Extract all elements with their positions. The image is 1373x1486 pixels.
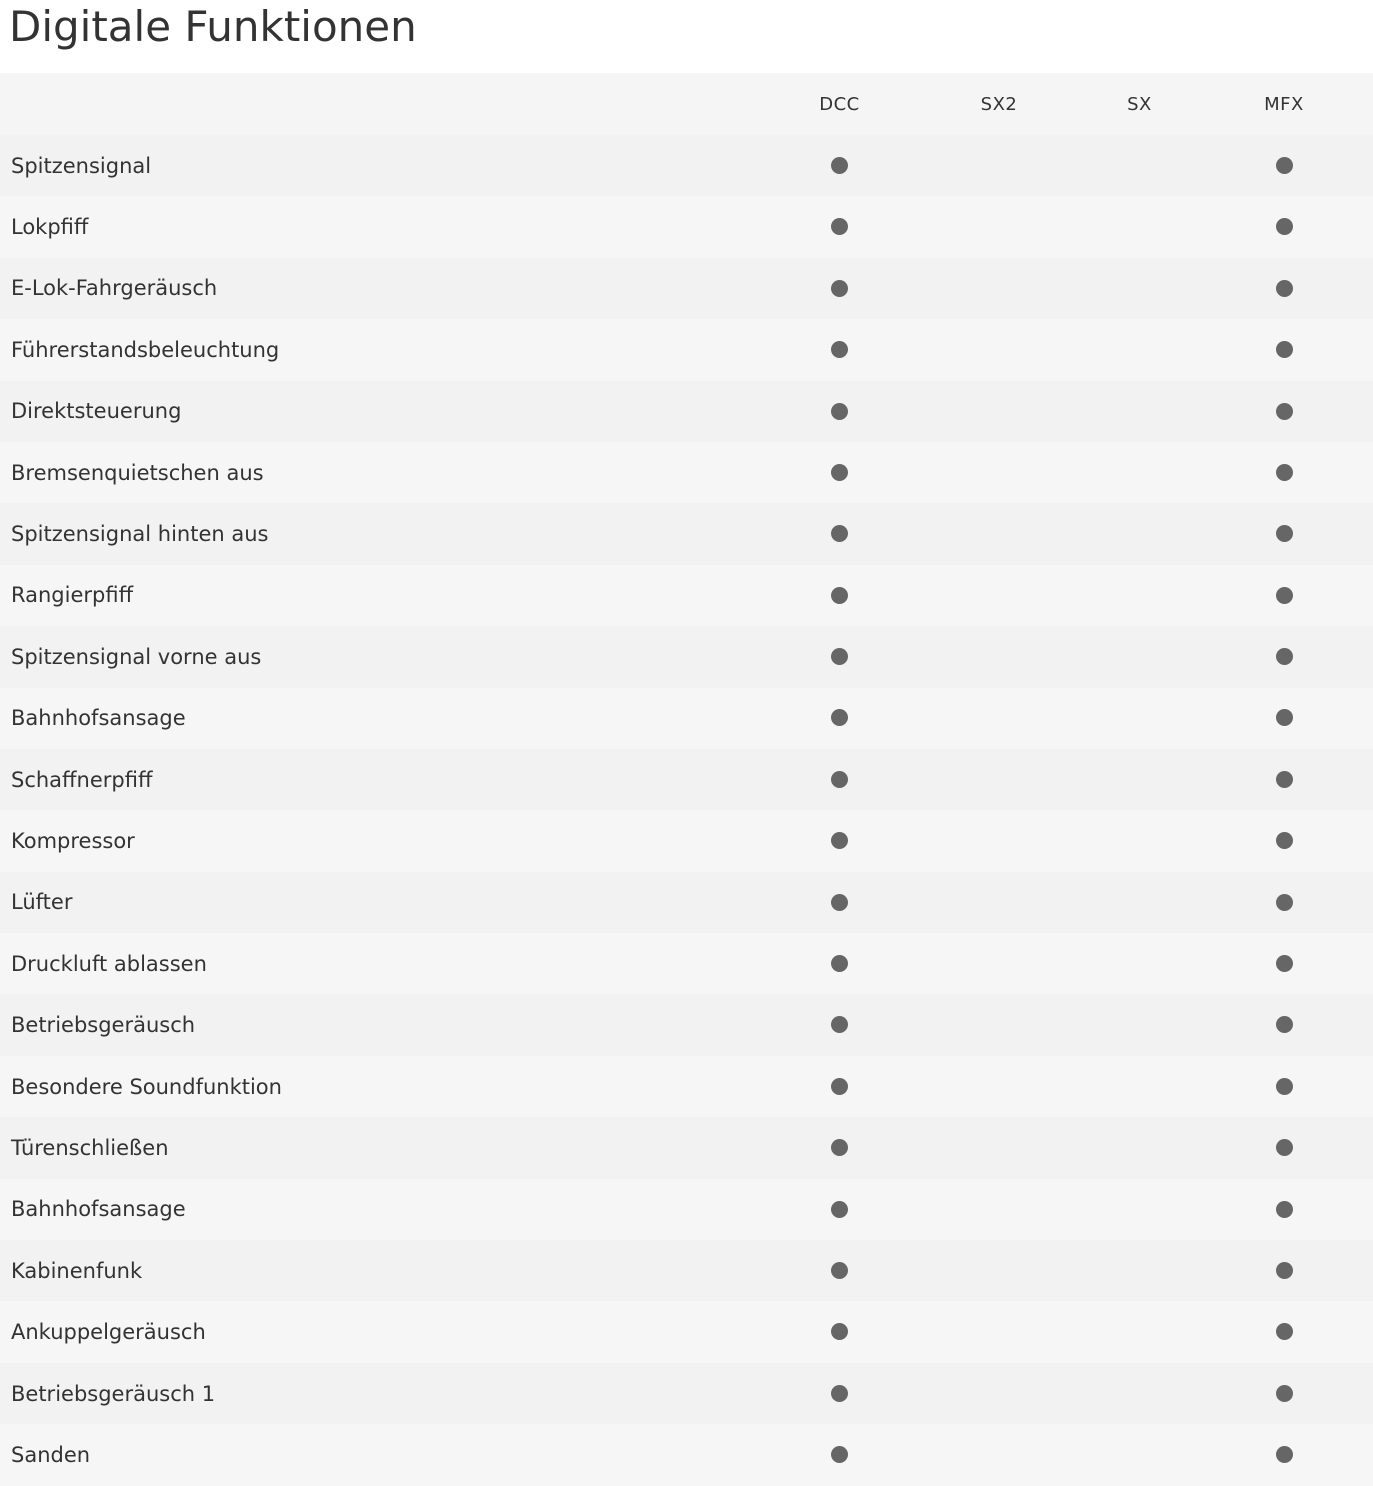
support-cell-sx2	[914, 1056, 1084, 1117]
supported-dot-icon	[831, 525, 848, 542]
support-cell-dcc	[765, 933, 914, 994]
support-cell-dcc	[765, 1301, 914, 1362]
supported-dot-icon	[1276, 341, 1293, 358]
digital-functions-table	[0, 73, 1373, 1486]
table-row	[0, 626, 1373, 687]
supported-dot-icon	[1276, 280, 1293, 297]
support-cell-sx2	[914, 503, 1084, 564]
supported-dot-icon	[1276, 1139, 1293, 1156]
supported-dot-icon	[1276, 218, 1293, 235]
support-cell-dcc	[765, 994, 914, 1055]
supported-dot-icon	[831, 341, 848, 358]
supported-dot-icon	[831, 955, 848, 972]
support-cell-sx	[1084, 196, 1195, 257]
support-cell-dcc	[765, 196, 914, 257]
support-cell-mfx	[1195, 381, 1373, 442]
support-cell-sx2	[914, 1301, 1084, 1362]
support-cell-mfx	[1195, 688, 1373, 749]
function-name: Direktsteuerung	[11, 399, 182, 424]
support-cell-sx	[1084, 442, 1195, 503]
support-cell-dcc	[765, 381, 914, 442]
support-cell-sx2	[914, 258, 1084, 319]
support-cell-sx	[1084, 810, 1195, 871]
supported-dot-icon	[831, 1139, 848, 1156]
function-name: Betriebsgeräusch 1	[11, 1381, 216, 1406]
support-cell-sx2	[914, 872, 1084, 933]
table-row	[0, 872, 1373, 933]
function-name: Bahnhofsansage	[11, 1197, 186, 1222]
supported-dot-icon	[831, 832, 848, 849]
table-row	[0, 1301, 1373, 1362]
support-cell-sx	[1084, 1240, 1195, 1301]
header-mfx: MFX	[1264, 93, 1304, 115]
table-row	[0, 1363, 1373, 1424]
support-cell-sx2	[914, 994, 1084, 1055]
supported-dot-icon	[831, 1385, 848, 1402]
support-cell-mfx	[1195, 810, 1373, 871]
support-cell-sx2	[914, 749, 1084, 810]
supported-dot-icon	[831, 1201, 848, 1218]
supported-dot-icon	[831, 403, 848, 420]
support-cell-sx2	[914, 381, 1084, 442]
supported-dot-icon	[1276, 1078, 1293, 1095]
support-cell-dcc	[765, 1117, 914, 1178]
table-row	[0, 810, 1373, 871]
function-name: Ankuppelgeräusch	[11, 1320, 206, 1345]
table-row	[0, 994, 1373, 1055]
supported-dot-icon	[1276, 157, 1293, 174]
table-row	[0, 381, 1373, 442]
support-cell-dcc	[765, 135, 914, 196]
supported-dot-icon	[831, 771, 848, 788]
supported-dot-icon	[831, 648, 848, 665]
support-cell-sx	[1084, 933, 1195, 994]
supported-dot-icon	[1276, 955, 1293, 972]
support-cell-sx	[1084, 994, 1195, 1055]
support-cell-dcc	[765, 1240, 914, 1301]
supported-dot-icon	[1276, 709, 1293, 726]
support-cell-dcc	[765, 1424, 914, 1485]
support-cell-sx2	[914, 810, 1084, 871]
table-row	[0, 1240, 1373, 1301]
support-cell-sx	[1084, 1301, 1195, 1362]
table-row	[0, 1056, 1373, 1117]
table-row	[0, 319, 1373, 380]
support-cell-mfx	[1195, 994, 1373, 1055]
support-cell-dcc	[765, 503, 914, 564]
support-cell-mfx	[1195, 196, 1373, 257]
support-cell-sx2	[914, 442, 1084, 503]
support-cell-sx	[1084, 503, 1195, 564]
function-name: Kabinenfunk	[11, 1258, 143, 1283]
header-function-name	[0, 73, 765, 135]
support-cell-sx	[1084, 749, 1195, 810]
support-cell-sx2	[914, 688, 1084, 749]
supported-dot-icon	[1276, 1262, 1293, 1279]
supported-dot-icon	[1276, 1446, 1293, 1463]
support-cell-sx	[1084, 258, 1195, 319]
table-row	[0, 196, 1373, 257]
table-row	[0, 933, 1373, 994]
function-name: Spitzensignal vorne aus	[11, 644, 262, 669]
function-name: Druckluft ablassen	[11, 951, 207, 976]
support-cell-sx	[1084, 1117, 1195, 1178]
supported-dot-icon	[1276, 648, 1293, 665]
header-dcc: DCC	[819, 93, 860, 115]
supported-dot-icon	[1276, 771, 1293, 788]
support-cell-mfx	[1195, 258, 1373, 319]
support-cell-sx	[1084, 565, 1195, 626]
table-row	[0, 1179, 1373, 1240]
support-cell-mfx	[1195, 1240, 1373, 1301]
supported-dot-icon	[831, 1446, 848, 1463]
support-cell-dcc	[765, 1363, 914, 1424]
header-sx: SX	[1127, 93, 1152, 115]
support-cell-mfx	[1195, 872, 1373, 933]
supported-dot-icon	[831, 1262, 848, 1279]
support-cell-sx2	[914, 933, 1084, 994]
supported-dot-icon	[1276, 525, 1293, 542]
supported-dot-icon	[831, 280, 848, 297]
support-cell-mfx	[1195, 1424, 1373, 1485]
support-cell-sx	[1084, 319, 1195, 380]
function-name: Betriebsgeräusch	[11, 1013, 196, 1038]
support-cell-mfx	[1195, 1117, 1373, 1178]
function-name: Lüfter	[11, 890, 73, 915]
support-cell-dcc	[765, 565, 914, 626]
supported-dot-icon	[1276, 1016, 1293, 1033]
function-name: Sanden	[11, 1442, 91, 1467]
support-cell-mfx	[1195, 749, 1373, 810]
support-cell-sx2	[914, 626, 1084, 687]
function-name: Bremsenquietschen aus	[11, 460, 264, 485]
supported-dot-icon	[831, 218, 848, 235]
support-cell-mfx	[1195, 1179, 1373, 1240]
supported-dot-icon	[831, 464, 848, 481]
table-row	[0, 442, 1373, 503]
support-cell-mfx	[1195, 135, 1373, 196]
function-name: Bahnhofsansage	[11, 706, 186, 731]
support-cell-mfx	[1195, 503, 1373, 564]
supported-dot-icon	[1276, 1323, 1293, 1340]
support-cell-dcc	[765, 872, 914, 933]
supported-dot-icon	[1276, 1201, 1293, 1218]
support-cell-dcc	[765, 626, 914, 687]
supported-dot-icon	[831, 157, 848, 174]
function-name: E-Lok-Fahrgeräusch	[11, 276, 218, 301]
support-cell-mfx	[1195, 1363, 1373, 1424]
supported-dot-icon	[1276, 464, 1293, 481]
function-name: Lokpfiff	[11, 215, 89, 240]
support-cell-mfx	[1195, 442, 1373, 503]
support-cell-dcc	[765, 688, 914, 749]
supported-dot-icon	[831, 587, 848, 604]
function-name: Türenschließen	[11, 1135, 169, 1160]
support-cell-dcc	[765, 319, 914, 380]
support-cell-dcc	[765, 749, 914, 810]
table-row	[0, 503, 1373, 564]
support-cell-sx	[1084, 1424, 1195, 1485]
function-name: Spitzensignal	[11, 153, 152, 178]
table-row	[0, 565, 1373, 626]
support-cell-sx2	[914, 1117, 1084, 1178]
supported-dot-icon	[1276, 894, 1293, 911]
supported-dot-icon	[831, 709, 848, 726]
table-row	[0, 1117, 1373, 1178]
support-cell-sx	[1084, 626, 1195, 687]
support-cell-sx2	[914, 1240, 1084, 1301]
support-cell-sx2	[914, 319, 1084, 380]
support-cell-dcc	[765, 1056, 914, 1117]
supported-dot-icon	[1276, 587, 1293, 604]
function-name: Spitzensignal hinten aus	[11, 522, 269, 547]
table-row	[0, 258, 1373, 319]
table-row	[0, 688, 1373, 749]
support-cell-sx	[1084, 872, 1195, 933]
support-cell-dcc	[765, 810, 914, 871]
support-cell-sx2	[914, 565, 1084, 626]
support-cell-mfx	[1195, 933, 1373, 994]
table-row	[0, 749, 1373, 810]
support-cell-dcc	[765, 258, 914, 319]
support-cell-mfx	[1195, 626, 1373, 687]
support-cell-sx	[1084, 381, 1195, 442]
table-header-row	[0, 73, 1373, 135]
support-cell-dcc	[765, 1179, 914, 1240]
support-cell-sx	[1084, 688, 1195, 749]
supported-dot-icon	[831, 1016, 848, 1033]
support-cell-mfx	[1195, 1056, 1373, 1117]
function-name: Führerstandsbeleuchtung	[11, 337, 280, 362]
support-cell-sx2	[914, 1363, 1084, 1424]
supported-dot-icon	[1276, 403, 1293, 420]
function-name: Rangierpfiff	[11, 583, 134, 608]
support-cell-mfx	[1195, 565, 1373, 626]
support-cell-sx	[1084, 135, 1195, 196]
function-name: Schaffnerpfiff	[11, 767, 153, 792]
supported-dot-icon	[1276, 1385, 1293, 1402]
page-title: Digitale Funktionen	[9, 2, 417, 51]
table-row	[0, 135, 1373, 196]
function-name: Kompressor	[11, 828, 135, 853]
supported-dot-icon	[831, 1323, 848, 1340]
support-cell-sx2	[914, 1424, 1084, 1485]
support-cell-sx	[1084, 1179, 1195, 1240]
support-cell-sx	[1084, 1056, 1195, 1117]
function-name: Besondere Soundfunktion	[11, 1074, 282, 1099]
support-cell-mfx	[1195, 319, 1373, 380]
supported-dot-icon	[831, 1078, 848, 1095]
table-row	[0, 1424, 1373, 1485]
support-cell-mfx	[1195, 1301, 1373, 1362]
support-cell-sx	[1084, 1363, 1195, 1424]
support-cell-sx2	[914, 196, 1084, 257]
table-body	[0, 135, 1373, 1486]
supported-dot-icon	[1276, 832, 1293, 849]
header-sx2: SX2	[980, 93, 1018, 115]
support-cell-sx2	[914, 1179, 1084, 1240]
support-cell-sx2	[914, 135, 1084, 196]
support-cell-dcc	[765, 442, 914, 503]
supported-dot-icon	[831, 894, 848, 911]
